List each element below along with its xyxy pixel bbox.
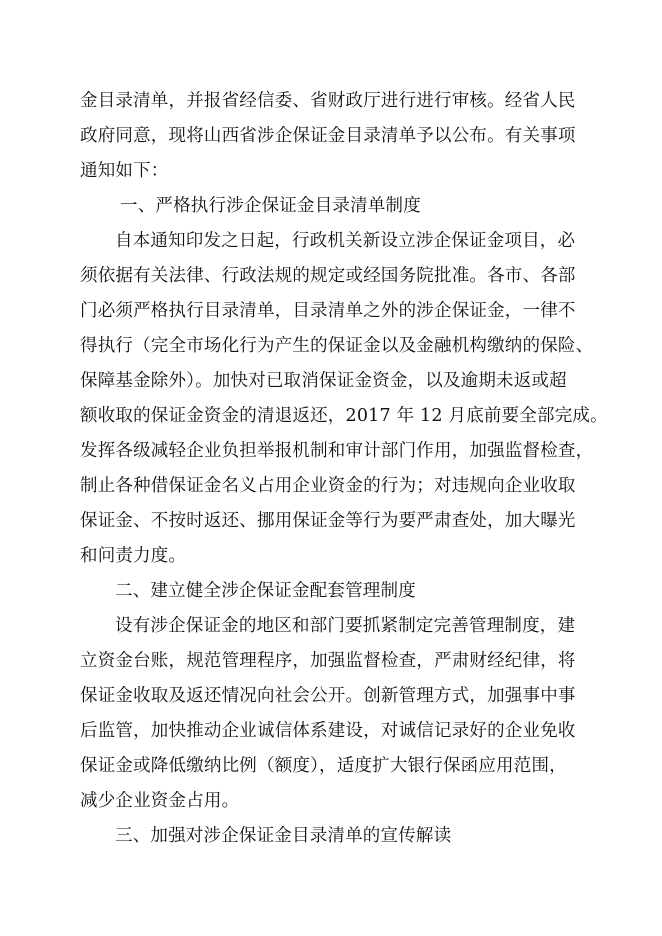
body-line: 和问责力度。 [80, 546, 187, 566]
body-line: 额收取的保证金资金的清退返还，2017 年 12 月底前要全部完成。 [80, 406, 608, 426]
body-line: 发挥各级减轻企业负担举报机制和审计部门作用，加强监督检查， [80, 441, 594, 461]
body-line: 须依据有关法律、行政法规的规定或经国务院批准。各市、各部 [80, 266, 576, 286]
paragraph-first-line: 设有涉企保证金的地区和部门要抓紧制定完善管理制度，建 [115, 616, 576, 636]
body-line: 立资金台账，规范管理程序，加强监督检查，严肃财经纪律，将 [80, 651, 576, 671]
body-line: 保证金收取及返还情况向社会公开。创新管理方式，加强事中事 [80, 686, 576, 706]
body-line: 通知如下： [80, 161, 169, 181]
section-heading-2: 二、建立健全涉企保证金配套管理制度 [115, 581, 416, 601]
body-line: 保证金、不按时返还、挪用保证金等行为要严肃查处，加大曝光 [80, 511, 576, 531]
section-heading-1: 一、严格执行涉企保证金目录清单制度 [120, 196, 421, 216]
body-line: 得执行（完全市场化行为产生的保证金以及金融机构缴纳的保险、 [80, 336, 594, 356]
paragraph-first-line: 自本通知印发之日起，行政机关新设立涉企保证金项目，必 [115, 231, 576, 251]
document-body [80, 84, 640, 854]
body-line: 减少企业资金占用。 [80, 791, 240, 811]
body-line: 保障基金除外）。加快对已取消保证金资金，以及逾期未返或超 [80, 371, 567, 391]
body-line: 制止各种借保证金名义占用企业资金的行为；对违规向企业收取 [80, 476, 576, 496]
body-line: 政府同意，现将山西省涉企保证金目录清单予以公布。有关事项 [80, 126, 576, 146]
section-heading-3: 三、加强对涉企保证金目录清单的宣传解读 [115, 826, 452, 846]
body-line: 后监管，加快推动企业诚信体系建设，对诚信记录好的企业免收 [80, 721, 576, 741]
body-line: 保证金或降低缴纳比例（额度），适度扩大银行保函应用范围， [80, 756, 567, 776]
body-line: 金目录清单，并报省经信委、省财政厅进行进行审核。经省人民 [80, 91, 576, 111]
body-line: 门必须严格执行目录清单，目录清单之外的涉企保证金，一律不 [80, 301, 576, 321]
